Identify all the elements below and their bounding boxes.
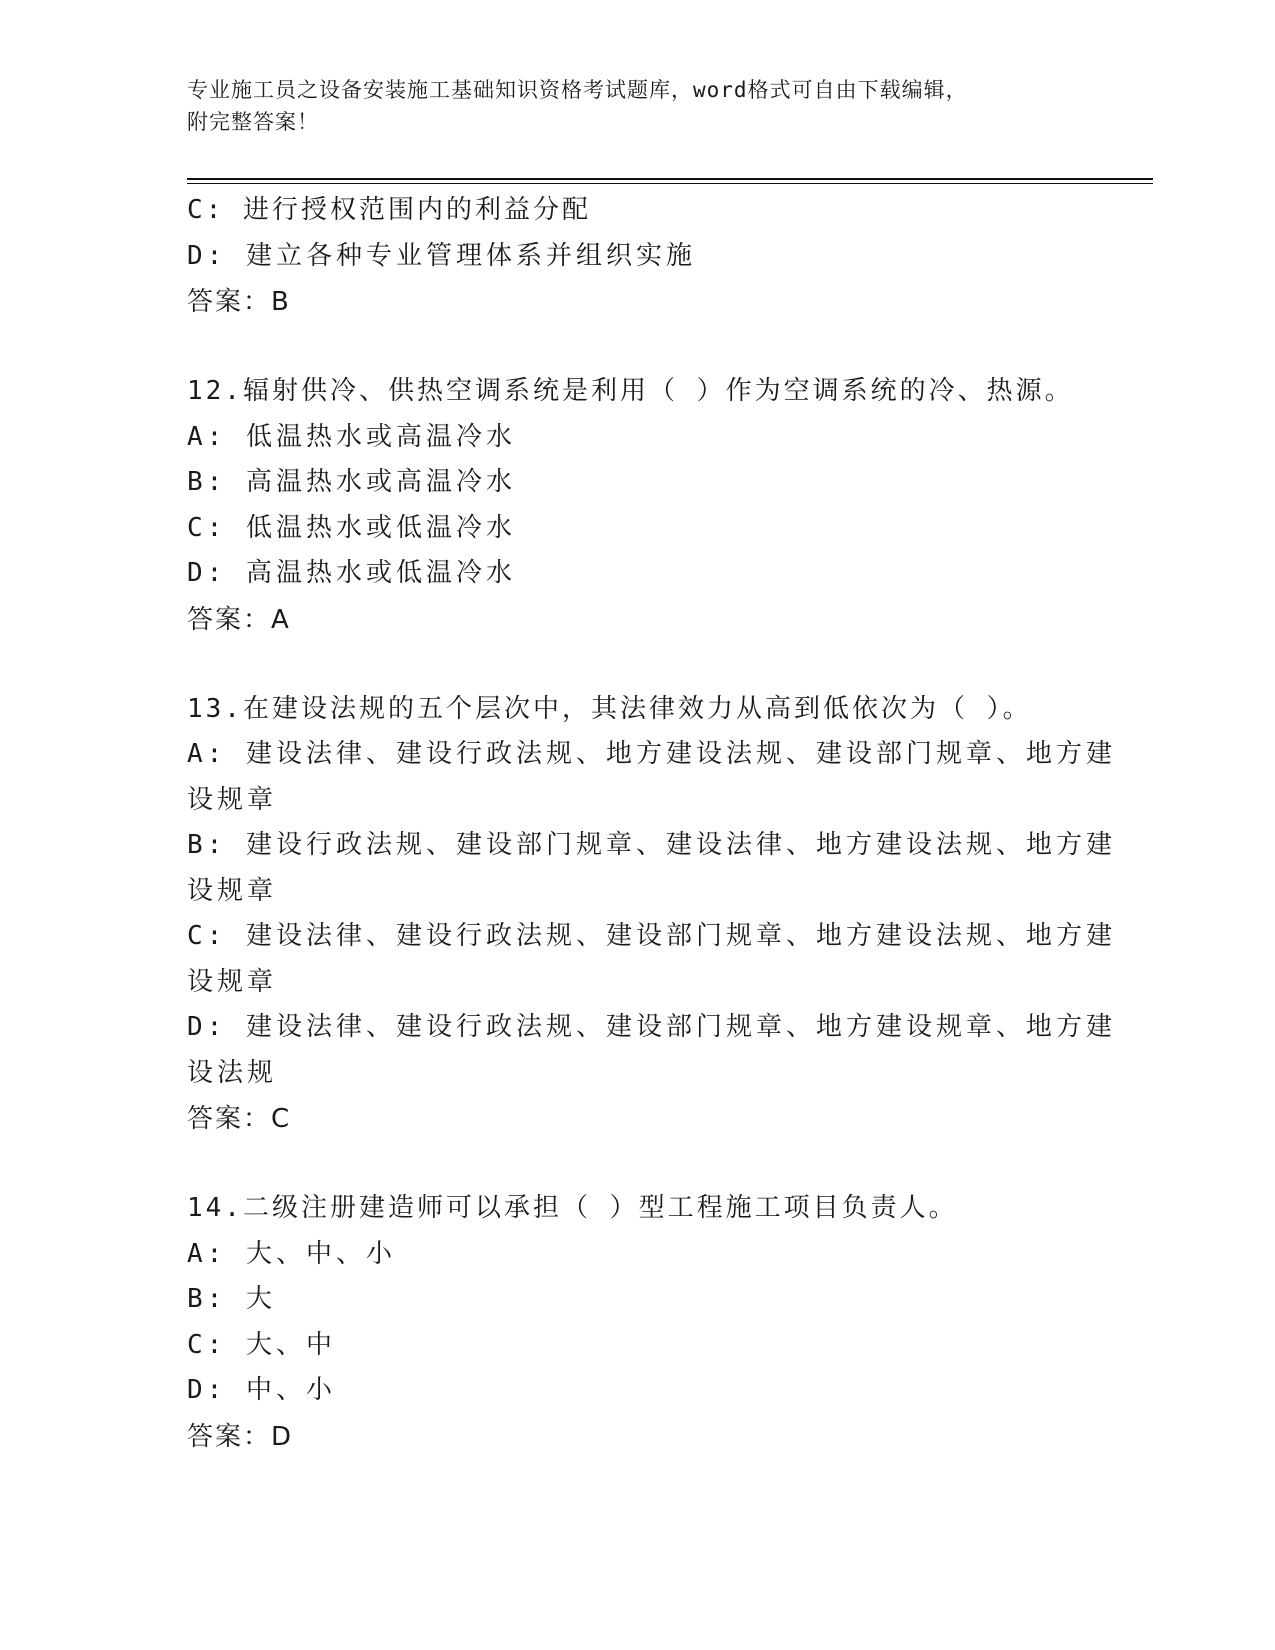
option-c: C: 建设法律、建设行政法规、建设部门规章、地方建设法规、地方建 — [187, 921, 1116, 951]
option-b: B: 建设行政法规、建设部门规章、建设法律、地方建设法规、地方建 — [187, 830, 1116, 860]
header-line-2: 附完整答案！ — [187, 110, 319, 134]
spacer — [187, 643, 1087, 687]
spacer — [187, 325, 1087, 369]
spacer — [187, 1142, 1087, 1186]
question-stem: 13.在建设法规的五个层次中，其法律效力从高到低依次为（ ）。 — [187, 693, 1032, 724]
option-c: C: 低温热水或低温冷水 — [187, 512, 516, 543]
option-a: A: 大、中、小 — [187, 1238, 396, 1269]
question-14 — [187, 1186, 1087, 1460]
option-d: D: 中、小 — [187, 1375, 336, 1405]
option-d: D: 建设法律、建设行政法规、建设部门规章、地方建设规章、地方建 — [187, 1012, 1116, 1042]
option-c-continued: 设规章 — [187, 966, 278, 997]
option-d: D: 建立各种专业管理体系并组织实施 — [187, 240, 696, 271]
option-a-continued: 设规章 — [187, 784, 278, 815]
header-divider-thin — [187, 183, 1153, 184]
option-b: B: 大 — [187, 1284, 276, 1314]
question-12 — [187, 369, 1087, 643]
question-content — [187, 188, 1116, 1460]
question-stem: 12.辐射供冷、供热空调系统是利用（ ）作为空调系统的冷、热源。 — [187, 376, 1074, 406]
option-a: A: 低温热水或高温冷水 — [187, 421, 516, 452]
option-c: C: 大、中 — [187, 1329, 336, 1360]
document-header — [187, 74, 1087, 138]
option-d-continued: 设法规 — [187, 1057, 278, 1088]
option-c: C: 进行授权范围内的利益分配 — [187, 195, 591, 225]
header-line-1: 专业施工员之设备安装施工基础知识资格考试题库，word格式可自由下载编辑， — [187, 78, 968, 102]
option-d: D: 高温热水或低温冷水 — [187, 558, 516, 588]
answer-line: 答案：B — [187, 287, 291, 317]
option-b: B: 高温热水或高温冷水 — [187, 467, 516, 497]
header-divider-thick — [187, 178, 1153, 180]
answer-line: 答案：A — [187, 604, 291, 635]
answer-line: 答案：C — [187, 1104, 292, 1134]
question-stem: 14.二级注册建造师可以承担（ ）型工程施工项目负责人。 — [187, 1193, 958, 1223]
option-b-continued: 设规章 — [187, 875, 278, 906]
question-11-continued — [187, 188, 1087, 325]
option-a: A: 建设法律、建设行政法规、地方建设法规、建设部门规章、地方建 — [187, 739, 1116, 769]
answer-line: 答案：D — [187, 1421, 294, 1452]
question-13 — [187, 687, 1116, 1143]
